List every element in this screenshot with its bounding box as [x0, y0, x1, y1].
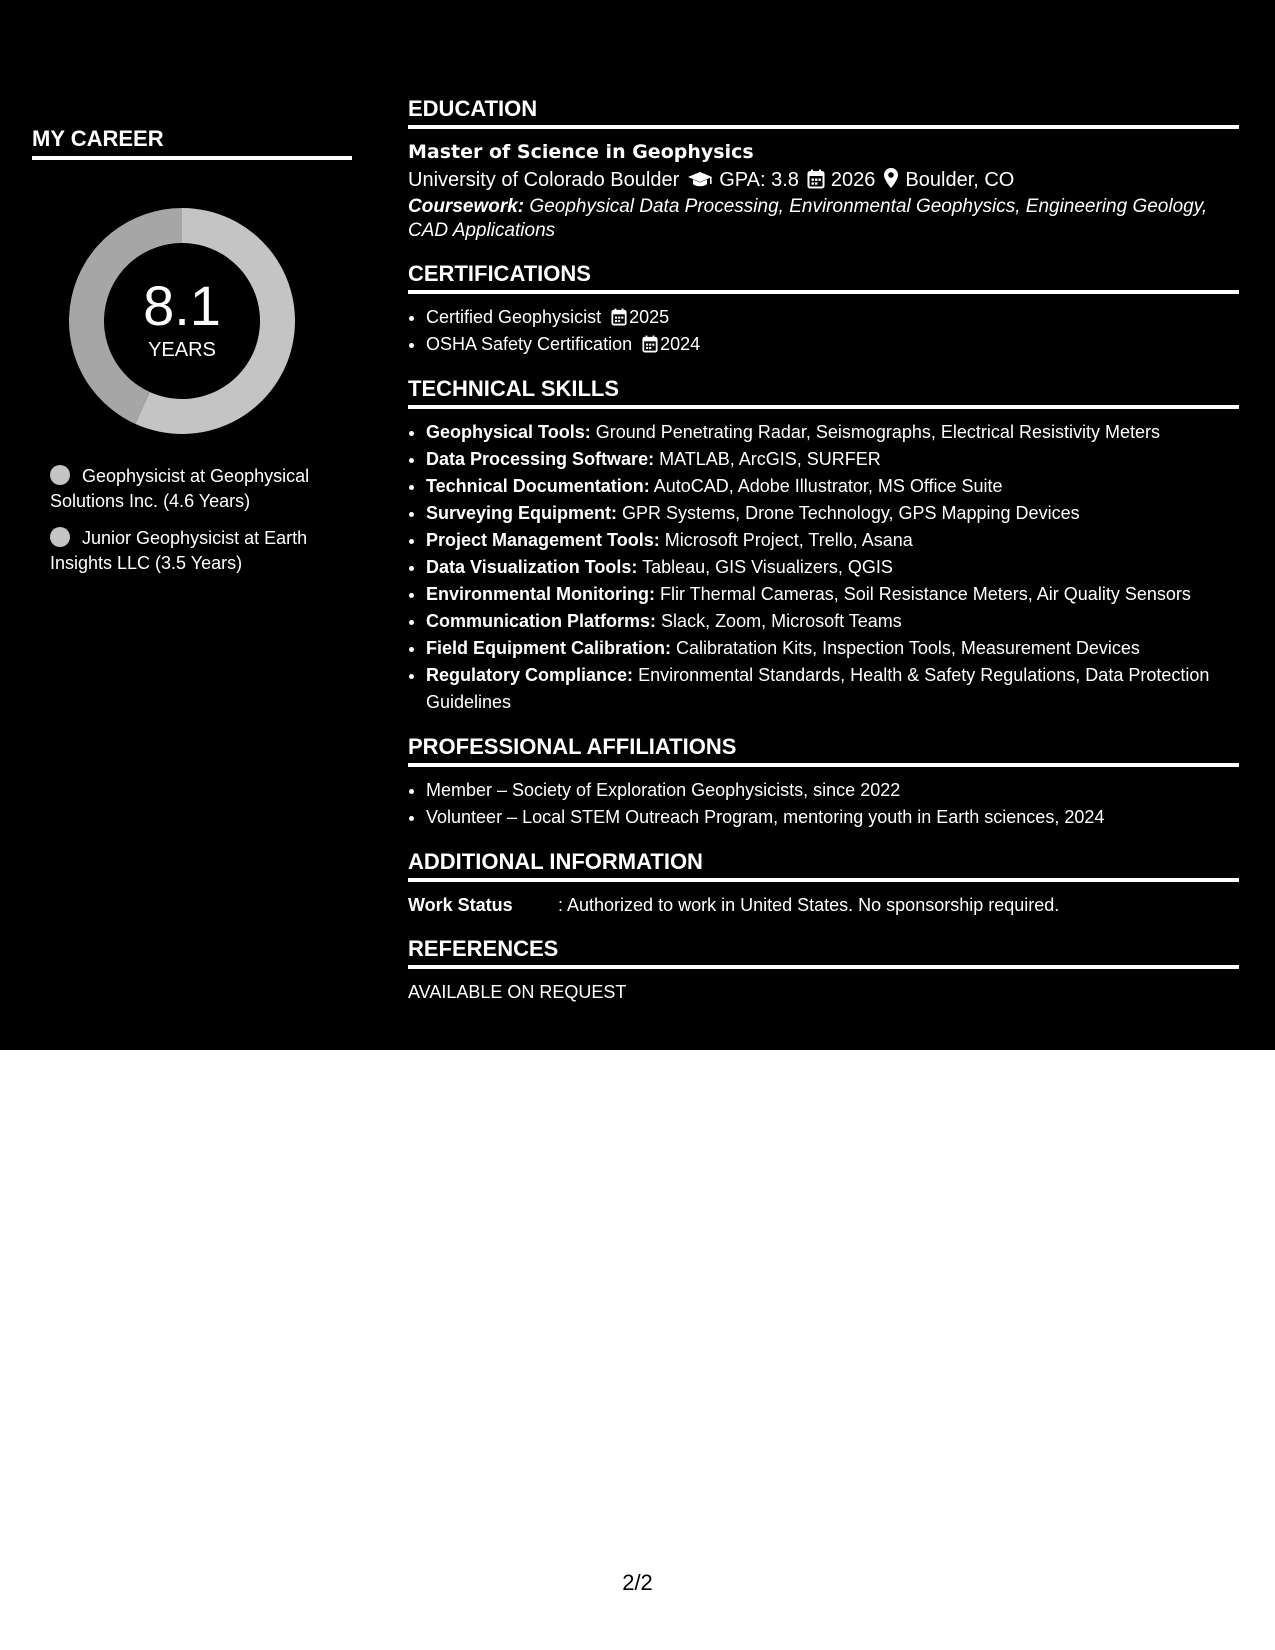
certification-item	[426, 304, 1239, 331]
affiliation-item: • Member – Society of Exploration Geophysicists, since 2022	[426, 777, 1239, 804]
skill-value: GPR Systems, Drone Technology, GPS Mapping Devices	[622, 503, 1080, 523]
gpa-value: GPA: 3.8	[719, 169, 799, 191]
skill-value: Tableau, GIS Visualizers, QGIS	[642, 557, 893, 577]
certifications-divider	[408, 290, 1239, 294]
career-roles-list	[50, 464, 340, 588]
career-role-label: Geophysicist at Geophysical Solutions Inc. (4.6 Years)	[50, 466, 310, 511]
career-role-label: Junior Geophysicist at Earth Insights LLC (3.5 Years)	[50, 528, 308, 573]
skill-item	[426, 581, 1239, 608]
skill-value: Microsoft Project, Trello, Asana	[664, 530, 913, 550]
legend-dot-icon	[50, 465, 70, 485]
education-section	[408, 96, 1239, 243]
skill-value: Flir Thermal Cameras, Soil Resistance Meters, Air Quality Sensors	[660, 584, 1191, 604]
skill-value: Slack, Zoom, Microsoft Teams	[661, 611, 902, 631]
skill-label: Technical Documentation:	[426, 476, 650, 496]
skill-item	[426, 608, 1239, 635]
career-column	[32, 126, 352, 573]
calendar-icon	[807, 169, 825, 189]
career-section-divider	[32, 156, 352, 160]
education-meta	[408, 165, 1239, 195]
references-section	[408, 936, 1239, 1005]
skill-item	[426, 554, 1239, 581]
calendar-icon	[642, 335, 658, 353]
certification-name: Certified Geophysicist	[426, 307, 602, 327]
affiliations-section	[408, 734, 1239, 831]
career-donut-chart	[67, 206, 297, 436]
coursework-label: Coursework:	[408, 196, 525, 217]
skill-value: MATLAB, ArcGIS, SURFER	[659, 449, 881, 469]
legend-dot-icon	[50, 527, 70, 547]
affiliation-item: • Volunteer – Local STEM Outreach Program, mentoring youth in Earth sciences, 2024	[426, 804, 1239, 831]
education-divider	[408, 125, 1239, 129]
career-total-value: 8.1	[143, 274, 221, 337]
certification-year: 2024	[660, 334, 701, 354]
affiliations-list	[408, 777, 1239, 831]
skill-label: Regulatory Compliance:	[426, 665, 634, 685]
page-number: 2/2	[622, 1570, 653, 1595]
certification-name: OSHA Safety Certification	[426, 334, 633, 354]
skill-label: Project Management Tools:	[426, 530, 660, 550]
skill-item	[426, 527, 1239, 554]
certifications-title: CERTIFICATIONS	[408, 261, 591, 286]
skill-label: Data Visualization Tools:	[426, 557, 638, 577]
career-section-title: MY CAREER	[32, 126, 164, 151]
school-location: Boulder, CO	[905, 169, 1015, 191]
references-divider	[408, 965, 1239, 969]
skill-label: Communication Platforms:	[426, 611, 657, 631]
skill-label: Data Processing Software:	[426, 449, 655, 469]
references-title: REFERENCES	[408, 936, 559, 961]
affiliations-divider	[408, 763, 1239, 767]
skill-label: Surveying Equipment:	[426, 503, 618, 523]
career-total-unit: YEARS	[148, 339, 216, 361]
school-name: University of Colorado Boulder	[408, 169, 680, 191]
certification-year: 2025	[629, 307, 670, 327]
skill-value: Ground Penetrating Radar, Seismographs, Electrical Resistivity Meters	[595, 422, 1160, 442]
skill-item	[426, 635, 1239, 662]
calendar-icon	[611, 308, 627, 326]
work-status-label: Work Status	[408, 895, 513, 915]
coursework-list: Geophysical Data Processing, Environmental Geophysics, Engineering Geology, CAD Applications	[408, 196, 1208, 241]
additional-info-section	[408, 849, 1239, 918]
skill-label: Geophysical Tools:	[426, 422, 591, 442]
skills-section	[408, 376, 1239, 716]
skill-value: AutoCAD, Adobe Illustrator, MS Office Suite	[653, 476, 1003, 496]
skill-item	[426, 500, 1239, 527]
location-pin-icon	[883, 167, 899, 189]
certifications-section	[408, 261, 1239, 358]
skill-item	[426, 473, 1239, 500]
skill-value: Environmental Standards, Health & Safety Regulations, Data Protection Guidelines	[426, 665, 1210, 712]
degree-name: Master of Science in Geophysics	[408, 141, 754, 163]
education-title: EDUCATION	[408, 96, 538, 121]
skill-item	[426, 446, 1239, 473]
skill-label: Environmental Monitoring:	[426, 584, 655, 604]
skill-item	[426, 419, 1239, 446]
references-text: AVAILABLE ON REQUEST	[408, 982, 627, 1002]
affiliations-title: PROFESSIONAL AFFILIATIONS	[408, 734, 737, 759]
certifications-list	[408, 304, 1239, 358]
career-role-item	[50, 526, 340, 576]
skills-title: TECHNICAL SKILLS	[408, 376, 620, 401]
skills-divider	[408, 405, 1239, 409]
skills-list	[408, 419, 1239, 716]
work-status	[408, 892, 1239, 918]
career-role-item	[50, 464, 340, 514]
additional-info-divider	[408, 878, 1239, 882]
main-column	[408, 96, 1239, 1023]
certification-item	[426, 331, 1239, 358]
skill-value: Calibratation Kits, Inspection Tools, Measurement Devices	[676, 638, 1140, 658]
graduation-year: 2026	[830, 169, 876, 191]
additional-info-title: ADDITIONAL INFORMATION	[408, 849, 703, 874]
graduation-cap-icon	[687, 171, 713, 189]
coursework	[408, 195, 1239, 243]
work-status-value: : Authorized to work in United States. No sponsorship required.	[558, 895, 1060, 915]
skill-item	[426, 662, 1239, 716]
skill-label: Field Equipment Calibration:	[426, 638, 672, 658]
